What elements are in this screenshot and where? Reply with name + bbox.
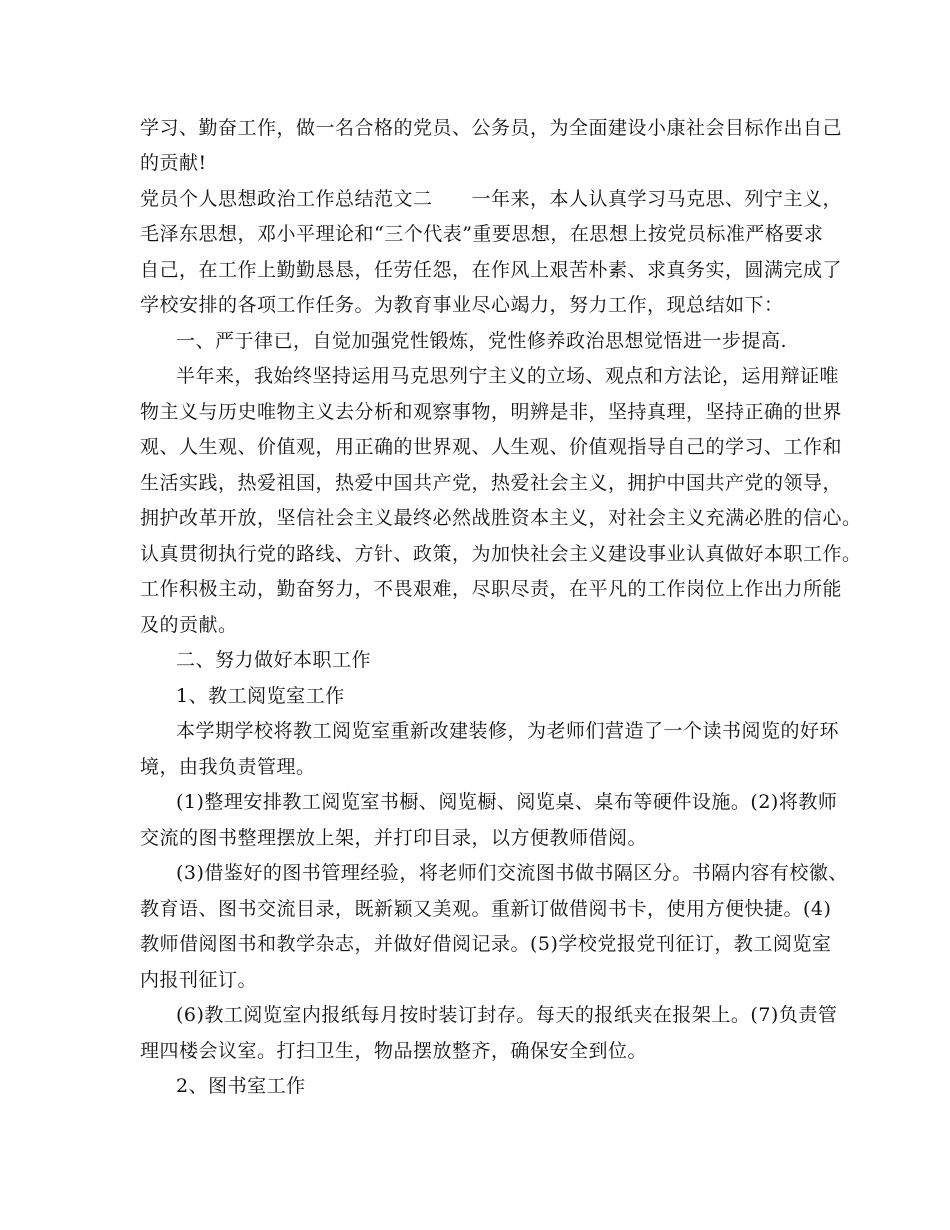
- text-line: 学习、勤奋工作，做一名合格的党员、公务员，为全面建设小康社会目标作出自己: [140, 117, 843, 139]
- text-line: 内报刊征订。: [140, 969, 258, 991]
- text-line: 教师借阅图书和教学杂志，并做好借阅记录。(5)学校党报党刊征订，教工阅览室: [140, 933, 832, 955]
- text-line: 本学期学校将教工阅览室重新改建装修，为老师们营造了一个读书阅览的好环: [176, 720, 840, 742]
- text-line: (3)借鉴好的图书管理经验，将老师们交流图书做书隔区分。书隔内容有校徽、: [176, 862, 848, 884]
- text-line: 学校安排的各项工作任务。为教育事业尽心竭力，努力工作，现总结如下：: [140, 294, 784, 316]
- text-line: 毛泽东思想，邓小平理论和“三个代表”重要思想，在思想上按党员标准严格要求: [140, 223, 824, 245]
- text-line: 境，由我负责管理。: [140, 756, 316, 778]
- text-line: 党员个人思想政治工作总结范文二 一年来，本人认真学习马克思、列宁主义，: [140, 188, 843, 210]
- section-heading: 二、努力做好本职工作: [176, 649, 372, 671]
- subsection-heading: 2、图书室工作: [176, 1075, 306, 1097]
- text-line: 交流的图书整理摆放上架，并打印目录，以方便教师借阅。: [140, 827, 648, 849]
- text-line: 观、人生观、价值观，用正确的世界观、人生观、价值观指导自己的学习、工作和: [140, 436, 843, 458]
- text-line: (1)整理安排教工阅览室书橱、阅览橱、阅览桌、桌布等硬件设施。(2)将教师: [176, 791, 838, 813]
- text-line: 工作积极主动，勤奋努力，不畏艰难，尽职尽责，在平凡的工作岗位上作出力所能: [140, 578, 843, 600]
- text-line: 及的贡献。: [140, 614, 238, 636]
- text-line: 理四楼会议室。打扫卫生，物品摆放整齐，确保安全到位。: [140, 1040, 648, 1062]
- text-line: 物主义与历史唯物主义去分析和观察事物，明辨是非，坚持真理，坚持正确的世界: [140, 401, 843, 423]
- text-line: 教育语、图书交流目录，既新颖又美观。重新订做借阅书卡，使用方便快捷。(4): [140, 898, 832, 920]
- section-heading: 一、严于律已，自觉加强党性锻炼，党性修养政治思想觉悟进一步提高.: [176, 330, 788, 352]
- text-line: 自己，在工作上勤勤恳恳，任劳任怨，在作风上艰苦朴素、求真务实，圆满完成了: [140, 259, 843, 281]
- text-line: 拥护改革开放，坚信社会主义最终必然战胜资本主义，对社会主义充满必胜的信心。: [140, 507, 862, 529]
- text-line: 认真贯彻执行党的路线、方针、政策，为加快社会主义建设事业认真做好本职工作。: [140, 543, 862, 565]
- text-line: 的贡献!: [140, 152, 207, 174]
- text-line: (6)教工阅览室内报纸每月按时装订封存。每天的报纸夹在报架上。(7)负责管: [176, 1004, 838, 1026]
- subsection-heading: 1、教工阅览室工作: [176, 685, 345, 707]
- text-line: 生活实践，热爱祖国，热爱中国共产党，热爱社会主义，拥护中国共产党的领导，: [140, 472, 843, 494]
- text-line: 半年来，我始终坚持运用马克思列宁主义的立场、观点和方法论，运用辩证唯: [176, 365, 840, 387]
